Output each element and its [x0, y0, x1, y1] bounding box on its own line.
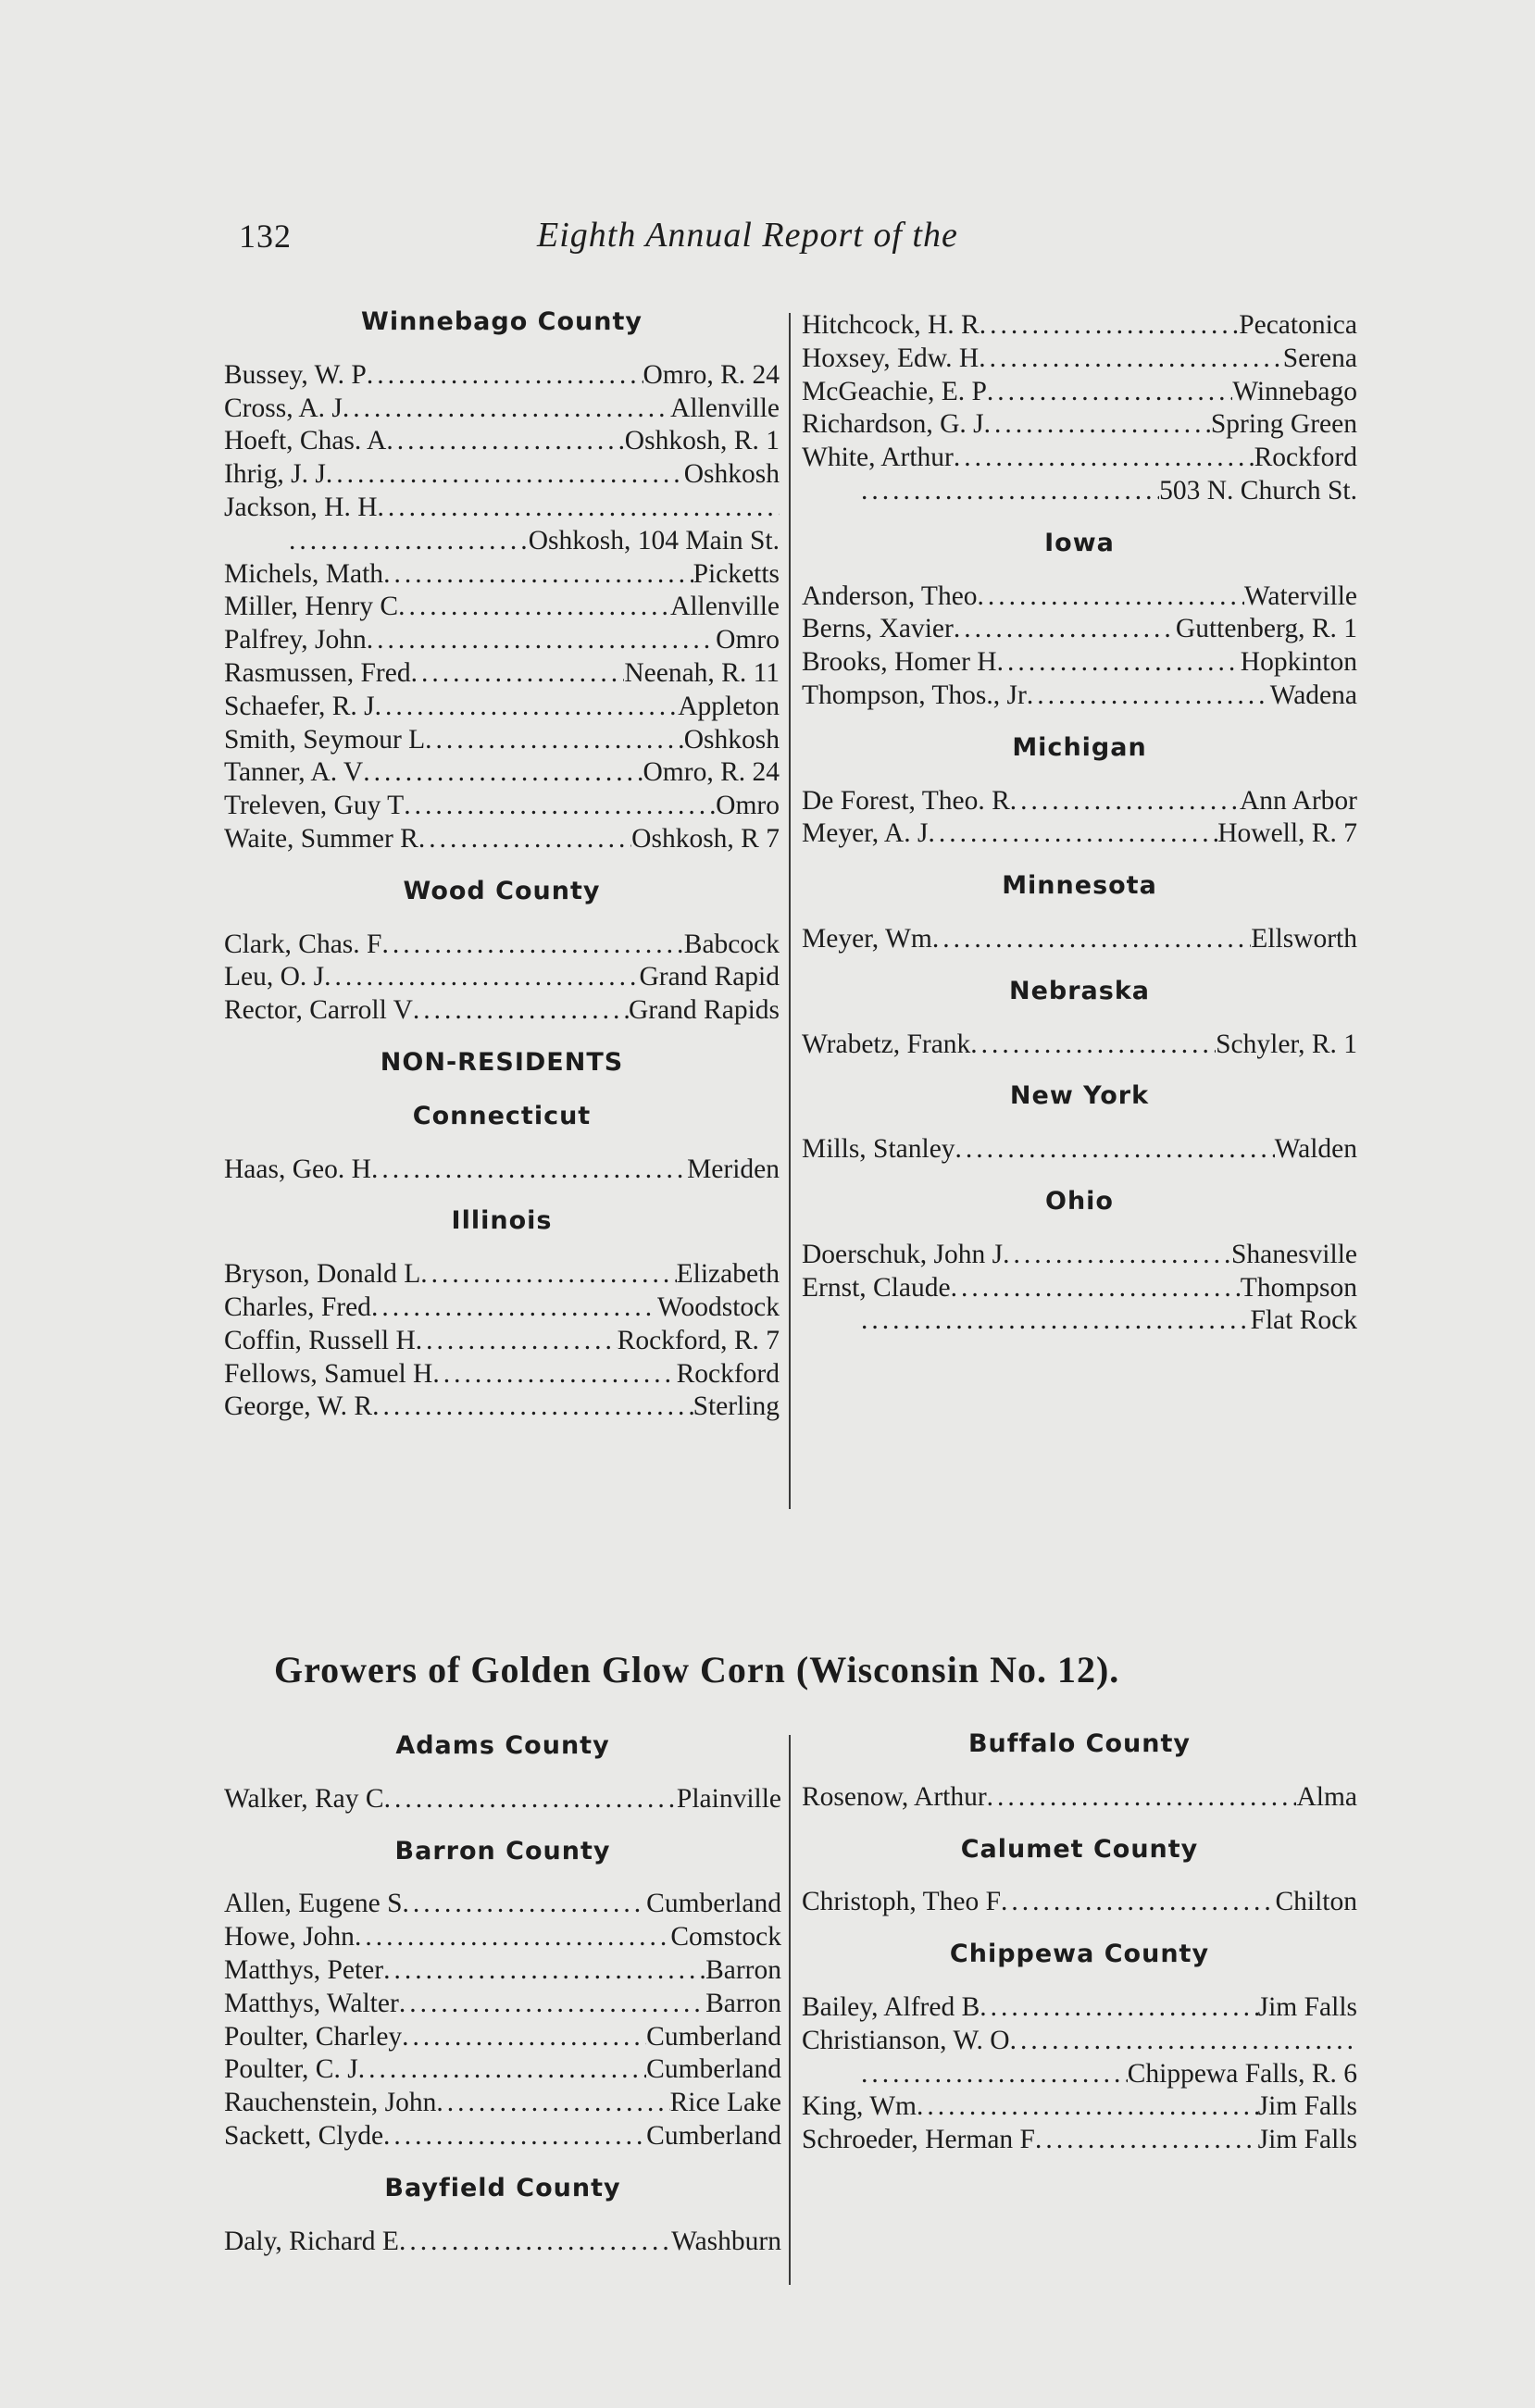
grower-name: Palfrey, John: [224, 625, 367, 655]
grower-name: Miller, Henry C: [224, 592, 399, 622]
grower-name: Charles, Fred: [224, 1291, 371, 1322]
grower-name: De Forest, Theo. R: [802, 785, 1010, 816]
grower-location: Picketts: [693, 558, 780, 589]
section-heading: New York: [1009, 1081, 1150, 1111]
leader-dots: [861, 2058, 1128, 2091]
grower-location: Walden: [1274, 1134, 1357, 1165]
list-item: [802, 2025, 1357, 2058]
grower-location: Plainville: [676, 1783, 781, 1814]
grower-name: Leu, O. J: [224, 962, 325, 992]
leader-dots: [997, 646, 1241, 680]
list-item: [802, 613, 1357, 646]
section-heading: Wood County: [403, 876, 601, 905]
section-heading: NON-RESIDENTS: [380, 1047, 624, 1077]
list-item: [802, 580, 1357, 614]
leader-dots: [861, 475, 1159, 508]
grower-name: Bailey, Alfred B: [802, 1991, 980, 2022]
list-item: [224, 823, 780, 856]
grower-name: White, Arthur: [802, 443, 954, 473]
grower-name: Sackett, Clyde: [224, 2120, 384, 2151]
leader-dots: [326, 458, 684, 492]
leader-dots: [954, 613, 1176, 646]
list-item: [224, 756, 780, 790]
section-heading: Chippewa County: [949, 1940, 1210, 1969]
grower-name: Christoph, Theo F: [802, 1887, 1001, 1917]
leader-dots: [955, 1133, 1275, 1167]
grower-name: Berns, Xavier: [802, 614, 954, 644]
grower-name: Walker, Ray C: [224, 1783, 384, 1814]
leader-dots: [979, 343, 1283, 376]
leader-dots: [404, 790, 716, 823]
section-heading: Buffalo County: [967, 1729, 1192, 1758]
grower-name: Rector, Carroll V: [224, 995, 413, 1026]
grower-location: Allenville: [670, 393, 780, 423]
grower-name: Waite, Summer R: [224, 823, 418, 854]
list-item: [224, 1391, 780, 1424]
grower-location: Woodstock: [656, 1291, 780, 1322]
list-item: [802, 343, 1357, 376]
bottom-right-column: [802, 1728, 1357, 2157]
grower-location: Ann Arbor: [1239, 785, 1357, 816]
leader-dots: [398, 591, 670, 624]
leader-dots: [378, 492, 780, 525]
list-item: [224, 1291, 780, 1325]
grower-name: Allen, Eugene S: [224, 1889, 403, 1919]
list-item: [224, 425, 780, 458]
list-item: [802, 408, 1357, 442]
grower-location: Cumberland: [646, 1889, 781, 1919]
grower-name: Anderson, Theo: [802, 580, 978, 611]
grower-location: Rockford: [1254, 443, 1357, 473]
section-heading: Barron County: [394, 1836, 611, 1865]
grower-name: Matthys, Walter: [224, 1988, 399, 2018]
grower-location: Barron: [705, 1988, 781, 2018]
leader-dots: [363, 756, 643, 790]
section-heading: Connecticut: [412, 1101, 592, 1130]
grower-location: Alma: [1296, 1781, 1357, 1812]
grower-name: Christianson, W. O: [802, 2025, 1010, 2055]
list-item: [224, 359, 780, 393]
leader-dots: [416, 1325, 618, 1358]
leader-dots: [987, 376, 1232, 409]
list-item: [224, 1888, 781, 1921]
grower-name: Bryson, Donald L: [224, 1259, 421, 1290]
grower-location: Cumberland: [646, 2054, 781, 2085]
grower-location: Omro: [716, 791, 780, 821]
section-heading: Michigan: [1012, 732, 1147, 762]
section-heading: Iowa: [1044, 528, 1115, 557]
grower-location: Babcock: [683, 929, 780, 959]
list-item: [224, 724, 780, 757]
grower-name: Brooks, Homer H: [802, 647, 997, 678]
grower-location: Elizabeth: [676, 1259, 780, 1290]
leader-dots: [324, 961, 639, 994]
grower-location: Barron: [705, 1954, 781, 1985]
grower-location: Jim Falls: [1257, 2125, 1357, 2155]
grower-name: Ihrig, J. J: [224, 459, 326, 490]
list-item: [802, 1304, 1357, 1338]
list-item: [802, 2058, 1357, 2091]
leader-dots: [289, 525, 529, 558]
list-item: [224, 492, 780, 525]
grower-name: Schroeder, Herman F: [802, 2125, 1035, 2155]
list-item: [224, 1988, 781, 2021]
leader-dots: [980, 1991, 1257, 2025]
list-item: [224, 657, 780, 691]
list-item: [224, 624, 780, 657]
grower-name: King, Wm: [802, 2091, 917, 2122]
grower-location: Sterling: [693, 1391, 780, 1422]
leader-dots: [375, 691, 679, 724]
bottom-left-column: [224, 1729, 781, 2258]
grower-name: Jackson, H. H: [224, 492, 378, 522]
grower-location: Spring Green: [1210, 409, 1357, 440]
leader-dots: [1003, 1239, 1231, 1272]
leader-dots: [932, 923, 1251, 956]
grower-name: Doerschuk, John J: [802, 1239, 1004, 1269]
leader-dots: [383, 558, 693, 592]
leader-dots: [425, 724, 684, 757]
leader-dots: [1010, 785, 1240, 818]
list-item: [224, 1325, 780, 1358]
leader-dots: [381, 929, 683, 962]
grower-location: Omro, R. 24: [643, 359, 780, 390]
list-item: [224, 558, 780, 592]
leader-dots: [413, 994, 629, 1028]
leader-dots: [383, 2120, 646, 2153]
section-heading: Calumet County: [960, 1834, 1199, 1864]
top-right-column: [802, 309, 1357, 1338]
list-item: [802, 1991, 1357, 2025]
leader-dots: [371, 1291, 657, 1325]
list-item: [224, 1954, 781, 1988]
list-item: [224, 1358, 780, 1391]
list-item: [802, 923, 1357, 956]
running-head: Eighth Annual Report of the: [537, 216, 958, 255]
grower-name: Rasmussen, Fred: [224, 657, 411, 688]
list-item: [802, 1781, 1357, 1815]
leader-dots: [951, 1272, 1241, 1305]
list-item: [224, 1258, 780, 1291]
grower-location: Omro: [716, 625, 780, 655]
leader-dots: [928, 817, 1217, 851]
leader-dots: [861, 1304, 1250, 1338]
grower-location: Howell, R. 7: [1217, 818, 1357, 849]
grower-location: Neenah, R. 11: [624, 657, 780, 688]
leader-dots: [1001, 1886, 1276, 1919]
list-item: [802, 475, 1357, 508]
list-item: [224, 691, 780, 724]
leader-dots: [372, 1391, 693, 1424]
list-item: [224, 2087, 781, 2120]
list-item: [802, 1029, 1357, 1062]
list-item: [802, 2090, 1357, 2124]
section-heading: Adams County: [395, 1731, 610, 1760]
leader-dots: [954, 442, 1254, 475]
grower-location: Jim Falls: [1257, 1991, 1357, 2022]
leader-dots: [418, 823, 631, 856]
top-left-column: [224, 306, 780, 1424]
leader-dots: [917, 2090, 1258, 2124]
section-heading: Illinois: [451, 1206, 553, 1236]
leader-dots: [420, 1258, 676, 1291]
grower-location: Guttenberg, R. 1: [1175, 614, 1357, 644]
list-item: [224, 2226, 781, 2259]
grower-name: Poulter, C. J: [224, 2054, 358, 2085]
column-divider: [789, 1735, 791, 2285]
grower-name: Richardson, G. J: [802, 409, 984, 440]
grower-location: Allenville: [670, 592, 780, 622]
list-item: [224, 790, 780, 823]
grower-location: Grand Rapids: [628, 995, 780, 1026]
grower-name: Michels, Math: [224, 558, 384, 589]
grower-location: Oshkosh, R 7: [631, 823, 780, 854]
grower-location: Jim Falls: [1257, 2091, 1357, 2122]
grower-location: Cumberland: [646, 2120, 781, 2151]
list-item: [802, 646, 1357, 680]
grower-location: Appleton: [678, 691, 780, 721]
section-heading: Ohio: [1045, 1186, 1114, 1216]
grower-name: Coffin, Russell H: [224, 1325, 416, 1355]
grower-name: Daly, Richard E: [224, 2226, 399, 2256]
leader-dots: [432, 1358, 676, 1391]
leader-dots: [1027, 680, 1270, 713]
leader-dots: [383, 1954, 705, 1988]
grower-location: Comstock: [670, 1922, 781, 1953]
grower-location: Grand Rapid: [639, 962, 780, 992]
section-heading: Nebraska: [1008, 976, 1151, 1005]
leader-dots: [970, 1029, 1216, 1062]
grower-location: Chippewa Falls, R. 6: [1127, 2058, 1357, 2089]
section-heading: Minnesota: [1002, 871, 1157, 901]
grower-location: 503 N. Church St.: [1159, 475, 1357, 505]
list-item: [802, 1272, 1357, 1305]
leader-dots: [367, 359, 643, 393]
grower-location: Shanesville: [1230, 1239, 1357, 1269]
leader-dots: [1010, 2025, 1357, 2058]
list-item: [802, 1239, 1357, 1272]
grower-name: Bussey, W. P: [224, 359, 367, 390]
grower-name: Rosenow, Arthur: [802, 1781, 987, 1812]
grower-name: Schaefer, R. J: [224, 691, 375, 721]
column-divider: [789, 313, 791, 1509]
grower-name: Smith, Seymour L: [224, 724, 426, 755]
grower-name: George, W. R: [224, 1391, 373, 1422]
leader-dots: [399, 1988, 705, 2021]
grower-name: Treleven, Guy T: [224, 791, 405, 821]
list-item: [224, 2053, 781, 2087]
grower-location: Meriden: [687, 1154, 780, 1184]
grower-name: Meyer, A. J: [802, 818, 929, 849]
leader-dots: [384, 1783, 677, 1816]
grower-location: Oshkosh, 104 Main St.: [528, 525, 780, 555]
list-item: [224, 591, 780, 624]
leader-dots: [386, 425, 624, 458]
list-item: [224, 994, 780, 1028]
grower-location: Oshkosh: [683, 459, 780, 490]
grower-name: Fellows, Samuel H: [224, 1358, 433, 1389]
list-item: [224, 2120, 781, 2153]
leader-dots: [343, 393, 670, 426]
list-item: [802, 442, 1357, 475]
leader-dots: [403, 1888, 647, 1921]
grower-location: Waterville: [1243, 580, 1357, 611]
grower-location: Ellsworth: [1251, 923, 1357, 954]
grower-name: Mills, Stanley: [802, 1134, 955, 1165]
grower-location: Winnebago: [1232, 376, 1357, 406]
grower-name: McGeachie, E. P: [802, 376, 987, 406]
leader-dots: [399, 2226, 671, 2259]
grower-name: Matthys, Peter: [224, 1954, 384, 1985]
grower-name: Tanner, A. V: [224, 757, 364, 788]
grower-location: Omro, R. 24: [643, 757, 780, 788]
leader-dots: [411, 657, 625, 691]
list-item: [802, 817, 1357, 851]
grower-location: Rice Lake: [669, 2088, 781, 2118]
grower-name: Haas, Geo. H: [224, 1154, 371, 1184]
list-item: [802, 785, 1357, 818]
list-item: [224, 2021, 781, 2054]
grower-location: Pecatonica: [1239, 310, 1357, 340]
list-item: [802, 680, 1357, 713]
list-item: [802, 309, 1357, 343]
grower-name: Wrabetz, Frank: [802, 1029, 971, 1059]
list-item: [224, 1154, 780, 1187]
grower-location: Oshkosh, R. 1: [624, 426, 780, 456]
list-item: [224, 458, 780, 492]
list-item: [224, 1921, 781, 1954]
grower-location: Rockford: [676, 1358, 780, 1389]
list-item: [224, 961, 780, 994]
list-item: [802, 376, 1357, 409]
section-heading: Bayfield County: [384, 2173, 621, 2202]
list-item: [224, 1783, 781, 1816]
list-item: [224, 525, 780, 558]
grower-name: Hoeft, Chas. A: [224, 426, 387, 456]
leader-dots: [978, 580, 1244, 614]
leader-dots: [367, 624, 716, 657]
grower-location: Wadena: [1269, 680, 1357, 710]
leader-dots: [984, 408, 1211, 442]
grower-name: Clark, Chas. F: [224, 929, 382, 959]
grower-location: Schyler, R. 1: [1216, 1029, 1357, 1059]
grower-name: Poulter, Charley: [224, 2021, 403, 2052]
grower-name: Meyer, Wm: [802, 923, 932, 954]
leader-dots: [402, 2021, 646, 2054]
grower-location: Serena: [1282, 343, 1357, 373]
grower-location: Washburn: [671, 2226, 781, 2256]
grower-name: Hoxsey, Edw. H: [802, 343, 980, 373]
grower-location: Chilton: [1275, 1887, 1357, 1917]
leader-dots: [1035, 2124, 1258, 2157]
list-item: [802, 1133, 1357, 1167]
grower-location: Flat Rock: [1250, 1305, 1357, 1336]
grower-name: Ernst, Claude: [802, 1272, 951, 1303]
list-item: [224, 393, 780, 426]
grower-location: Oshkosh: [683, 724, 780, 755]
leader-dots: [358, 2053, 646, 2087]
list-item: [224, 929, 780, 962]
leader-dots: [987, 1781, 1297, 1815]
grower-location: Rockford, R. 7: [617, 1325, 780, 1355]
page-number: 132: [239, 218, 292, 255]
leader-dots: [980, 309, 1240, 343]
list-item: [802, 2124, 1357, 2157]
leader-dots: [355, 1921, 670, 1954]
grower-location: Thompson: [1240, 1272, 1357, 1303]
grower-location: Cumberland: [646, 2021, 781, 2052]
grower-name: Cross, A. J: [224, 393, 343, 423]
grower-name: Thompson, Thos., Jr: [802, 680, 1027, 710]
list-item: [802, 1886, 1357, 1919]
leader-dots: [371, 1154, 687, 1187]
section-title: Growers of Golden Glow Corn (Wisconsin No. 12).: [274, 1649, 1120, 1691]
section-heading: Winnebago County: [361, 307, 643, 336]
grower-name: Rauchenstein, John: [224, 2088, 437, 2118]
grower-name: Hitchcock, H. R: [802, 310, 980, 340]
grower-location: Hopkinton: [1240, 647, 1357, 678]
grower-name: Howe, John: [224, 1922, 355, 1953]
leader-dots: [436, 2087, 669, 2120]
